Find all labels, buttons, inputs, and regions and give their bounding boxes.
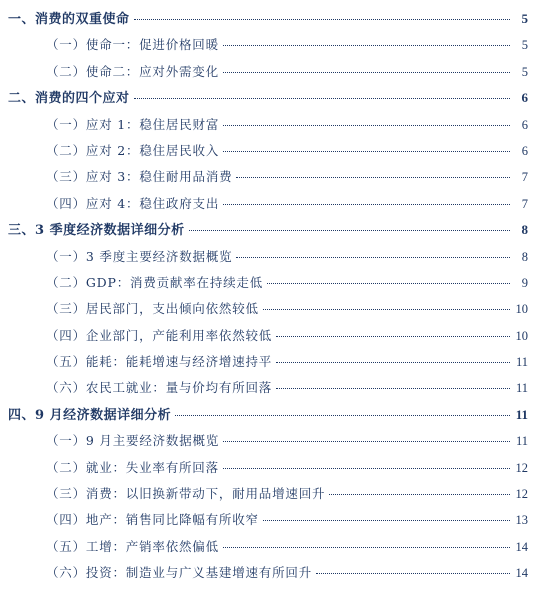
toc-page-number: 11 <box>515 434 528 449</box>
toc-subheading[interactable] <box>8 164 528 190</box>
toc-subheading[interactable] <box>8 481 528 507</box>
toc-label: （三）消费：以旧换新带动下，耐用品增速回升 <box>46 486 326 502</box>
dot-leader <box>134 19 510 20</box>
toc-page-number: 14 <box>515 566 528 581</box>
toc-label: （一）3 季度主要经济数据概览 <box>46 248 233 264</box>
dot-leader <box>223 151 510 152</box>
dot-leader <box>134 98 510 99</box>
toc-subheading[interactable] <box>8 323 528 349</box>
toc-label: （六）农民工就业：量与价均有所回落 <box>46 380 273 396</box>
toc-label: （二）就业：失业率有所回落 <box>46 459 219 475</box>
toc-label: （三）居民部门，支出倾向依然较低 <box>46 301 259 317</box>
toc-subheading[interactable] <box>8 112 528 138</box>
toc-label: （三）应对 3：稳住耐用品消费 <box>46 169 233 185</box>
toc-subheading[interactable] <box>8 32 528 58</box>
toc-page-number: 9 <box>521 275 528 290</box>
toc-page-number: 8 <box>521 222 528 238</box>
toc-subheading[interactable] <box>8 560 528 586</box>
toc-label: （四）地产：销售同比降幅有所收窄 <box>46 512 259 528</box>
toc-subheading[interactable] <box>8 244 528 270</box>
toc-page-number: 6 <box>521 117 528 132</box>
toc-subheading[interactable] <box>8 191 528 217</box>
toc-subheading[interactable] <box>8 428 528 454</box>
dot-leader <box>236 177 510 178</box>
dot-leader <box>329 494 510 495</box>
toc-page-number: 7 <box>521 170 528 185</box>
toc-page-number: 13 <box>515 513 528 528</box>
toc-label: （五）工增：产销率依然偏低 <box>46 538 219 554</box>
dot-leader <box>263 309 510 310</box>
toc-subheading[interactable] <box>8 349 528 375</box>
toc-subheading[interactable] <box>8 296 528 322</box>
dot-leader <box>223 468 510 469</box>
toc-label: 一、消费的双重使命 <box>8 12 130 27</box>
toc-label: （四）企业部门，产能利用率依然较低 <box>46 327 273 343</box>
dot-leader <box>223 72 510 73</box>
toc-page-number: 7 <box>521 196 528 211</box>
toc-page-number: 12 <box>515 460 528 475</box>
toc-subheading[interactable] <box>8 138 528 164</box>
dot-leader <box>236 257 510 258</box>
dot-leader <box>276 336 510 337</box>
toc-page-number: 8 <box>521 249 528 264</box>
dot-leader <box>276 362 510 363</box>
toc-subheading[interactable] <box>8 375 528 401</box>
dot-leader <box>263 520 510 521</box>
toc-page-number: 5 <box>521 38 528 53</box>
dot-leader <box>276 388 510 389</box>
toc-heading-1[interactable] <box>8 6 528 32</box>
dot-leader <box>223 125 510 126</box>
toc-heading-4[interactable] <box>8 402 528 428</box>
toc-subheading[interactable] <box>8 507 528 533</box>
toc-subheading[interactable] <box>8 534 528 560</box>
toc-label: （六）投资：制造业与广义基建增速有所回升 <box>46 565 313 581</box>
toc-subheading[interactable] <box>8 455 528 481</box>
toc-page-number: 11 <box>515 406 528 422</box>
toc-page-number: 10 <box>515 328 528 343</box>
toc-label: 四、9 月经济数据详细分析 <box>8 407 172 423</box>
toc-label: （一）使命一：促进价格回暖 <box>46 37 219 53</box>
dot-leader <box>267 283 510 284</box>
toc-page-number: 11 <box>515 355 528 370</box>
dot-leader <box>316 573 510 574</box>
dot-leader <box>223 441 510 442</box>
toc-label: （五）能耗：能耗增速与经济增速持平 <box>46 354 273 370</box>
toc-subheading[interactable] <box>8 270 528 296</box>
toc-label: 二、消费的四个应对 <box>8 91 130 107</box>
toc-label: （一）应对 1：稳住居民财富 <box>46 116 220 132</box>
dot-leader <box>223 45 510 46</box>
toc-page-number: 10 <box>515 302 528 317</box>
toc-page-number: 5 <box>521 64 528 79</box>
dot-leader <box>223 204 510 205</box>
toc-page-number: 14 <box>515 539 528 554</box>
toc-label: （一）9 月主要经济数据概览 <box>46 433 220 449</box>
toc-label: （二）GDP：消费贡献率在持续走低 <box>46 274 264 290</box>
toc-heading-3[interactable] <box>8 217 528 243</box>
dot-leader <box>175 415 510 416</box>
toc-heading-2[interactable] <box>8 85 528 111</box>
toc-label: （二）使命二：应对外需变化 <box>46 63 219 79</box>
toc-subheading[interactable] <box>8 59 528 85</box>
toc-label: 三、3 季度经济数据详细分析 <box>8 223 185 239</box>
toc-page-number: 11 <box>515 381 528 396</box>
toc-label: （四）应对 4：稳住政府支出 <box>46 195 220 211</box>
toc-label: （二）应对 2：稳住居民收入 <box>46 142 220 158</box>
toc-page-number: 6 <box>521 143 528 158</box>
toc-page-number: 12 <box>515 487 528 502</box>
dot-leader <box>223 547 510 548</box>
dot-leader <box>189 230 510 231</box>
table-of-contents <box>8 6 528 587</box>
toc-page-number: 5 <box>521 11 528 26</box>
toc-page-number: 6 <box>521 90 528 106</box>
